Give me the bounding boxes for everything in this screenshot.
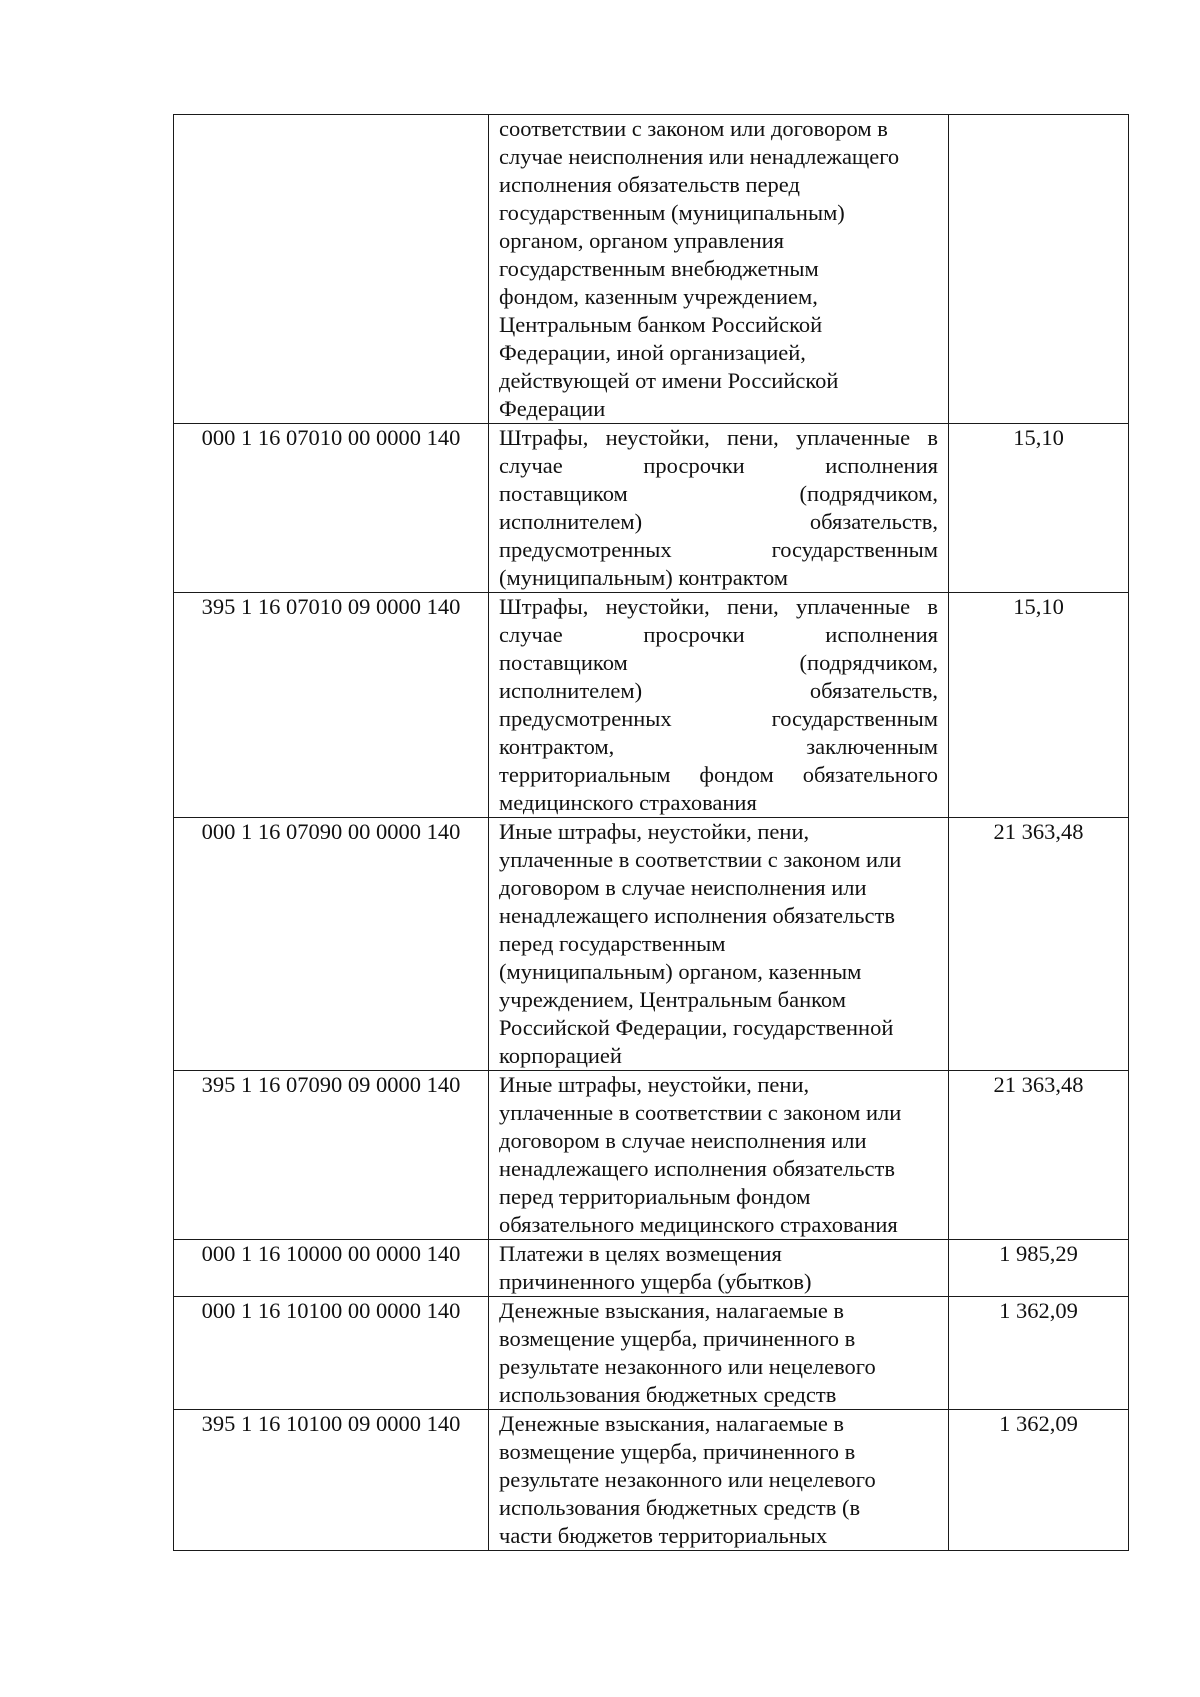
- revenue-name-cell: [489, 115, 949, 424]
- name-line: государственным внебюджетным: [499, 256, 819, 281]
- name-line: Денежные взыскания, налагаемые в: [499, 1298, 845, 1323]
- name-line: исполнителем) обязательств,: [499, 509, 938, 534]
- name-line: перед территориальным фондом: [499, 1184, 811, 1209]
- name-line: уплаченные в соответствии с законом или: [499, 847, 902, 872]
- amount-cell: 21 363,48: [949, 1071, 1129, 1240]
- revenue-name-cell: [489, 1071, 949, 1240]
- name-line: Денежные взыскания, налагаемые в: [499, 1411, 845, 1436]
- table-row: [174, 593, 1129, 818]
- name-line: (муниципальным) органом, казенным: [499, 959, 862, 984]
- amount-cell: 15,10: [949, 593, 1129, 818]
- name-line: Российской Федерации, государственной: [499, 1015, 894, 1040]
- name-line: поставщиком (подрядчиком,: [499, 481, 938, 506]
- amount-cell: 1 985,29: [949, 1240, 1129, 1297]
- revenue-code-cell: 000 1 16 07090 00 0000 140: [174, 818, 489, 1071]
- table-row: [174, 1071, 1129, 1240]
- table-row: [174, 1297, 1129, 1410]
- name-line: Платежи в целях возмещения: [499, 1241, 782, 1266]
- name-line: перед государственным: [499, 931, 726, 956]
- name-line: договором в случае неисполнения или: [499, 1128, 867, 1153]
- name-line: территориальным фондом обязательного: [499, 762, 938, 787]
- name-line: государственным (муниципальным): [499, 200, 845, 225]
- name-line: поставщиком (подрядчиком,: [499, 650, 938, 675]
- name-line: случае неисполнения или ненадлежащего: [499, 144, 900, 169]
- name-line: предусмотренных государственным: [499, 706, 938, 731]
- revenue-code-cell: [174, 115, 489, 424]
- name-line: возмещение ущерба, причиненного в: [499, 1326, 856, 1351]
- amount-cell: 15,10: [949, 424, 1129, 593]
- name-line: соответствии с законом или договором в: [499, 116, 888, 141]
- amount-cell: 1 362,09: [949, 1297, 1129, 1410]
- revenue-code-cell: 000 1 16 07010 00 0000 140: [174, 424, 489, 593]
- name-line: Федерации, иной организацией,: [499, 340, 806, 365]
- name-line: уплаченные в соответствии с законом или: [499, 1100, 902, 1125]
- revenue-code-cell: 395 1 16 07090 09 0000 140: [174, 1071, 489, 1240]
- name-line: исполнения обязательств перед: [499, 172, 800, 197]
- table-row: [174, 1240, 1129, 1297]
- name-line: ненадлежащего исполнения обязательств: [499, 903, 895, 928]
- table-row: [174, 818, 1129, 1071]
- table-row: [174, 424, 1129, 593]
- amount-cell: 21 363,48: [949, 818, 1129, 1071]
- name-line: ненадлежащего исполнения обязательств: [499, 1156, 895, 1181]
- revenue-code-cell: 395 1 16 07010 09 0000 140: [174, 593, 489, 818]
- name-line: корпорацией: [499, 1043, 622, 1068]
- name-line: органом, органом управления: [499, 228, 785, 253]
- amount-cell: 1 362,09: [949, 1410, 1129, 1551]
- revenue-code-cell: 000 1 16 10100 00 0000 140: [174, 1297, 489, 1410]
- name-line: учреждением, Центральным банком: [499, 987, 846, 1012]
- name-line: исполнителем) обязательств,: [499, 678, 938, 703]
- name-line: предусмотренных государственным: [499, 537, 938, 562]
- name-line: Федерации: [499, 396, 606, 421]
- revenue-name-cell: [489, 1297, 949, 1410]
- revenue-name-cell: [489, 1240, 949, 1297]
- table-row: [174, 115, 1129, 424]
- name-line: контрактом, заключенным: [499, 734, 938, 759]
- name-line: результате незаконного или нецелевого: [499, 1467, 876, 1492]
- revenue-name-cell: [489, 593, 949, 818]
- name-line: случае просрочки исполнения: [499, 453, 938, 478]
- name-line: Центральным банком Российской: [499, 312, 823, 337]
- name-line: договором в случае неисполнения или: [499, 875, 867, 900]
- name-line: причиненного ущерба (убытков): [499, 1269, 812, 1294]
- revenue-name-cell: [489, 424, 949, 593]
- budget-revenue-table: [173, 114, 1129, 1551]
- name-line: фондом, казенным учреждением,: [499, 284, 818, 309]
- amount-cell: [949, 115, 1129, 424]
- name-line: (муниципальным) контрактом: [499, 565, 789, 590]
- name-line: использования бюджетных средств (в: [499, 1495, 861, 1520]
- revenue-name-cell: [489, 818, 949, 1071]
- name-line: Иные штрафы, неустойки, пени,: [499, 1072, 810, 1097]
- name-line: медицинского страхования: [499, 790, 757, 815]
- name-line: обязательного медицинского страхования: [499, 1212, 898, 1237]
- name-line: использования бюджетных средств: [499, 1382, 837, 1407]
- name-line: части бюджетов территориальных: [499, 1523, 828, 1548]
- name-line: действующей от имени Российской: [499, 368, 839, 393]
- name-line: Штрафы, неустойки, пени, уплаченные в: [499, 425, 938, 450]
- revenue-name-cell: [489, 1410, 949, 1551]
- name-line: Штрафы, неустойки, пени, уплаченные в: [499, 594, 938, 619]
- revenue-code-cell: 000 1 16 10000 00 0000 140: [174, 1240, 489, 1297]
- revenue-code-cell: 395 1 16 10100 09 0000 140: [174, 1410, 489, 1551]
- name-line: возмещение ущерба, причиненного в: [499, 1439, 856, 1464]
- table-row: [174, 1410, 1129, 1551]
- name-line: Иные штрафы, неустойки, пени,: [499, 819, 810, 844]
- name-line: случае просрочки исполнения: [499, 622, 938, 647]
- name-line: результате незаконного или нецелевого: [499, 1354, 876, 1379]
